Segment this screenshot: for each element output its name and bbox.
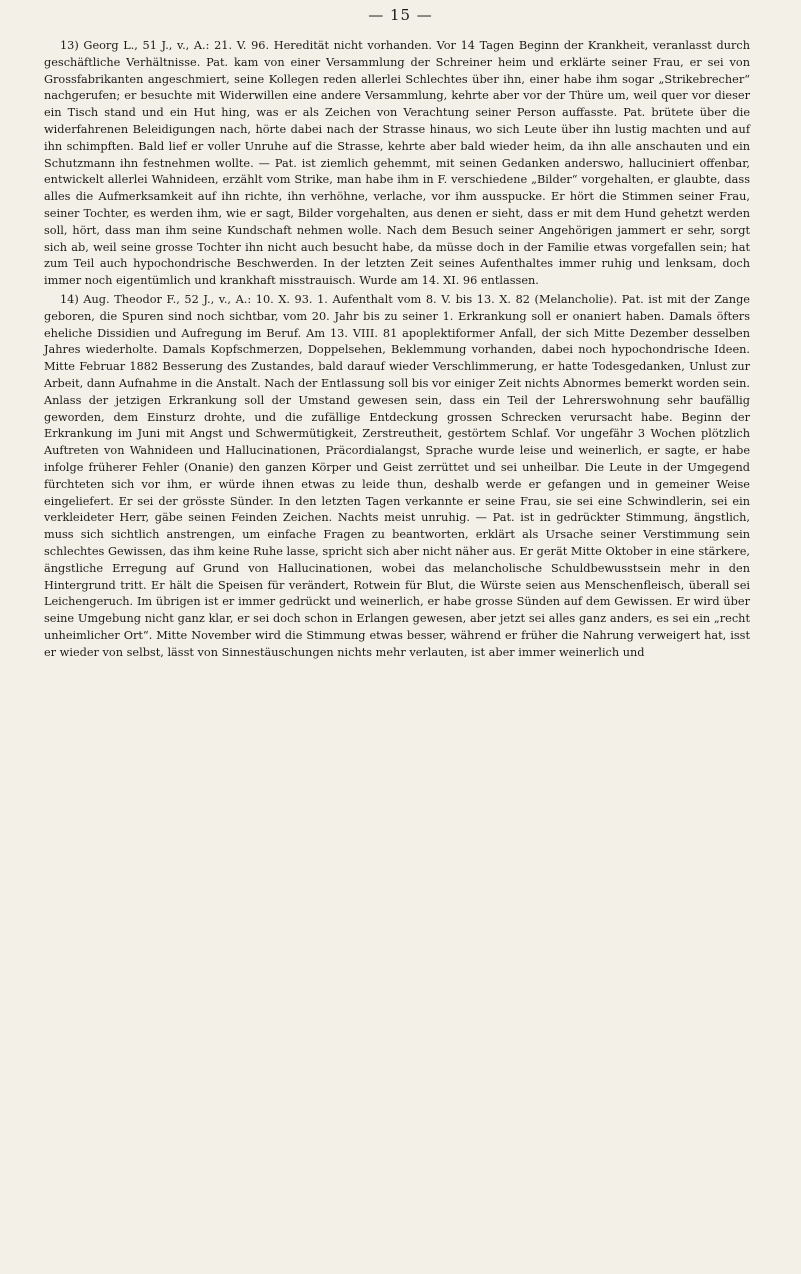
body-text: [44, 38, 750, 661]
page-number: — 15 —: [368, 6, 433, 24]
case-report-13: 13) Georg L., 51 J., v., A.: 21. V. 96. Heredität nicht vorhanden. Vor 14 Tagen Beginn der Krankheit, veranlasst durch geschäftliche Verhältnisse. Pat. kam von einer Versammlung der Schreiner heim und erklärte seiner Frau, er sei von Grossfabrikanten angeschmiert, seine Kollegen reden allerlei Schlechtes über ihn, einer habe ihm sogar „Strikebrecher“ nachgerufen; er besuchte mit Widerwillen eine andere Versammlung, kehrte aber vor der Thüre um, weil quer vor dieser ein Tisch stand und ein Hut hing, was er als Zeichen von Verachtung seiner Person auffasste. Pat. brütete über die widerfahrenen Beleidigungen nach, hörte dabei nach der Strasse hinaus, wo sich Leute über ihn lustig machten und auf ihn schimpften. Bald lief er voller Unruhe auf die Strasse, kehrte aber bald wieder heim, da ihn alle anschauten und ein Schutzmann ihn festnehmen wollte. — Pat. ist ziemlich gehemmt, mit seinen Gedanken anderswo, halluciniert offenbar, entwickelt allerlei Wahnideen, erzählt vom Strike, man habe ihm in F. verschiedene „Bilder“ vorgehalten, er glaubte, dass alles die Aufmerksamkeit auf ihn richte, ihn verhöhne, verlache, vor ihm ausspucke. Er hört die Stimmen seiner Frau, seiner Tochter, es werden ihm, wie er sagt, Bilder vorgehalten, aus denen er sieht, dass er mit dem Hund gehetzt werden soll, hört, dass man ihm seine Kundschaft nehmen wolle. Nach dem Besuch seiner Angehörigen jammert er sehr, sorgt sich ab, weil seine grosse Tochter ihn nicht auch besucht habe, da müsse doch in der Familie etwas vorgefallen sein; hat zum Teil auch hypochondrische Beschwerden. In der letzten Zeit seines Aufenthaltes immer ruhig und lenksam, doch immer noch eigentümlich und krankhaft misstrauisch. Wurde am 14. XI. 96 entlassen.: [44, 39, 750, 288]
case-report-14: 14) Aug. Theodor F., 52 J., v., A.: 10. X. 93. 1. Aufenthalt vom 8. V. bis 13. X. 82 (Melancholie). Pat. ist mit der Zange geboren, die Spuren sind noch sichtbar, vom 20. Jahr bis zu seiner 1. Erkrankung soll er onaniert haben. Damals öfters eheliche Dissidien und Aufregung im Beruf. Am 13. VIII. 81 apoplektiformer Anfall, der sich Mitte Dezember desselben Jahres wiederholte. Damals Kopfschmerzen, Doppelsehen, Beklemmung vorhanden, dabei noch hypochondrische Ideen. Mitte Februar 1882 Besserung des Zustandes, bald darauf wieder Verschlimmerung, er hatte Todesgedanken, Unlust zur Arbeit, dann Aufnahme in die Anstalt. Nach der Entlassung soll bis vor einiger Zeit nichts Abnormes bemerkt worden sein. Anlass der jetzigen Erkrankung soll der Umstand gewesen sein, dass ein Teil der Lehrerswohnung sehr baufällig geworden, dem Einsturz drohte, und die zufällige Entdeckung grossen Schrecken verursacht habe. Beginn der Erkrankung im Juni mit Angst und Schwermütigkeit, Zerstreutheit, gestörtem Schlaf. Vor ungefähr 3 Wochen plötzlich Auftreten von Wahnideen und Hallucinationen, Präcordialangst, Sprache wurde leise und weinerlich, er sagte, er habe infolge früherer Fehler (Onanie) den ganzen Körper und Geist zerrüttet und sei unheilbar. Die Leute in der Umgegend fürchteten sich vor ihm, er würde ihnen etwas zu leide thun, deshalb werde er gefangen und in gemeiner Weise eingeliefert. Er sei der grösste Sünder. In den letzten Tagen verkannte er seine Frau, sie sei eine Schwindlerin, sei ein verkleideter Herr, gäbe seinen Feinden Zeichen. Nachts meist unruhig. — Pat. ist in gedrückter Stimmung, ängstlich, muss sich sichtlich anstrengen, um einfache Fragen zu beantworten, erklärt als Ursache seiner Verstimmung sein schlechtes Gewissen, das ihm keine Ruhe lasse, spricht sich aber nicht näher aus. Er gerät Mitte Oktober in eine stärkere, ängstliche Erregung auf Grund von Hallucinationen, wobei das melancholische Schuldbewusstsein mehr in den Hintergrund tritt. Er hält die Speisen für verändert, Rotwein für Blut, die Würste seien aus Menschenfleisch, überall sei Leichengeruch. Im übrigen ist er immer gedrückt und weinerlich, er habe grosse Sünden auf dem Gewissen. Er wird über seine Umgebung nicht ganz klar, er sei doch schon in Erlangen gewesen, aber jetzt sei alles ganz anders, es sei ein „recht unheimlicher Ort“. Mitte November wird die Stimmung etwas besser, während er früher die Nahrung verweigert hat, isst er wieder von selbst, lässt von Sinnestäuschungen nichts mehr verlauten, ist aber immer weinerlich und: [44, 292, 750, 659]
